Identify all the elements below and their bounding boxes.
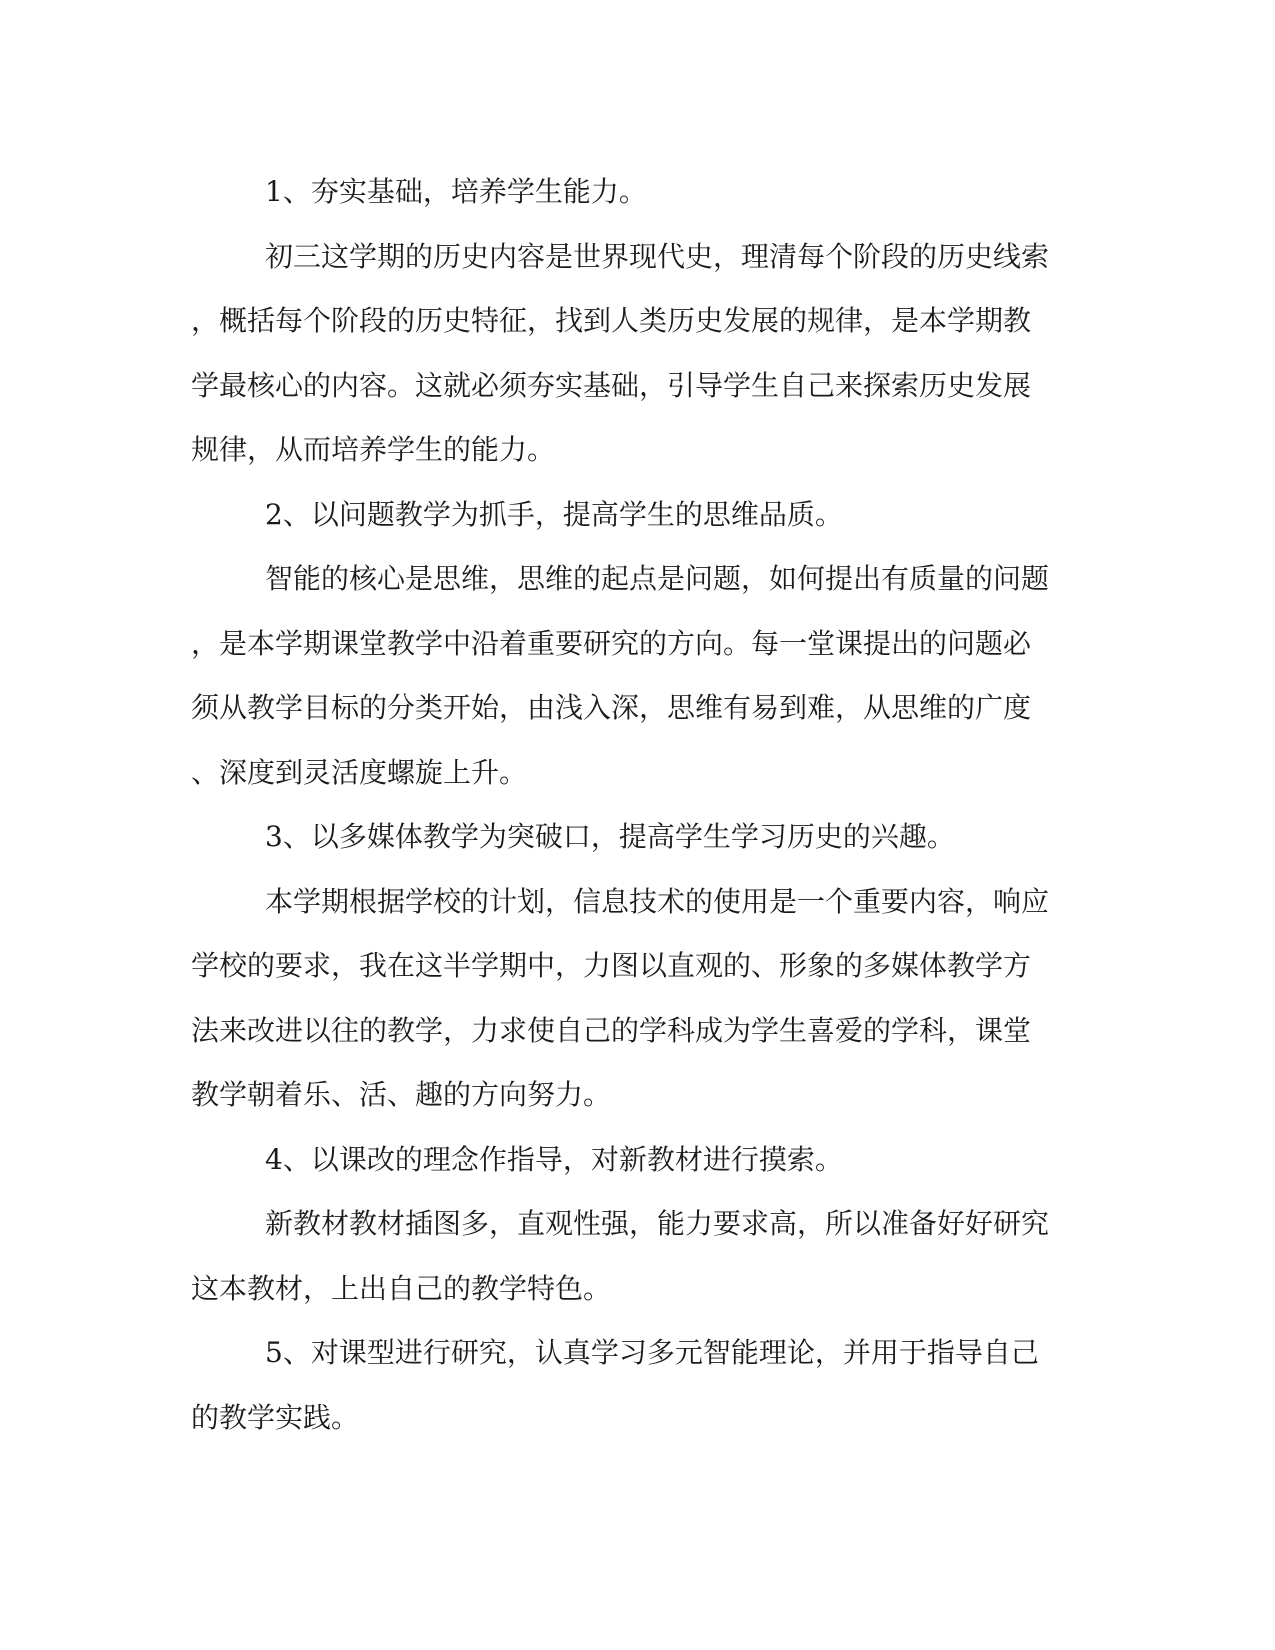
paragraph-3-line-1: 本学期根据学校的计划，信息技术的使用是一个重要内容，响应 — [265, 884, 1050, 918]
heading-4: 4、以课改的理念作指导，对新教材进行摸索。 — [265, 1142, 843, 1176]
paragraph-1-line-4: 规律，从而培养学生的能力。 — [191, 433, 556, 466]
paragraph-2-line-3: 须从教学目标的分类开始，由浅入深，思维有易到难，从思维的广度 — [191, 691, 1032, 724]
heading-3: 3、以多媒体教学为突破口，提高学生学习历史的兴趣。 — [265, 820, 955, 853]
heading-1: 1、夯实基础，培养学生能力。 — [265, 175, 647, 208]
paragraph-2-line-1: 智能的核心是思维，思维的起点是问题，如何提出有质量的问题 — [265, 562, 1050, 595]
paragraph-3-line-4: 教学朝着乐、活、趣的方向努力。 — [191, 1078, 612, 1111]
heading-5-line-1: 5、对课型进行研究，认真学习多元智能理论，并用于指导自己 — [265, 1336, 1039, 1369]
paragraph-1-line-1: 初三这学期的历史内容是世界现代史，理清每个阶段的历史线索 — [265, 239, 1050, 273]
paragraph-2-line-2: ，是本学期课堂教学中沿着重要研究的方向。每一堂课提出的问题必 — [191, 626, 1032, 660]
paragraph-1-line-3: 学最核心的内容。这就必须夯实基础，引导学生自己来探索历史发展 — [191, 368, 1032, 402]
paragraph-4-line-2: 这本教材，上出自己的教学特色。 — [191, 1271, 612, 1305]
heading-2: 2、以问题教学为抓手，提高学生的思维品质。 — [265, 497, 843, 531]
document-body — [191, 160, 1091, 1450]
paragraph-3-line-3: 法来改进以往的教学，力求使自己的学科成为学生喜爱的学科，课堂 — [191, 1013, 1032, 1047]
heading-5-line-2: 的教学实践。 — [191, 1400, 360, 1434]
paragraph-4-line-1: 新教材教材插图多，直观性强，能力要求高，所以准备好好研究 — [265, 1207, 1050, 1240]
paragraph-2-line-4: 、深度到灵活度螺旋上升。 — [191, 755, 528, 789]
paragraph-1-line-2: ，概括每个阶段的历史特征，找到人类历史发展的规律，是本学期教 — [191, 304, 1032, 337]
paragraph-3-line-2: 学校的要求，我在这半学期中，力图以直观的、形象的多媒体教学方 — [191, 949, 1032, 982]
